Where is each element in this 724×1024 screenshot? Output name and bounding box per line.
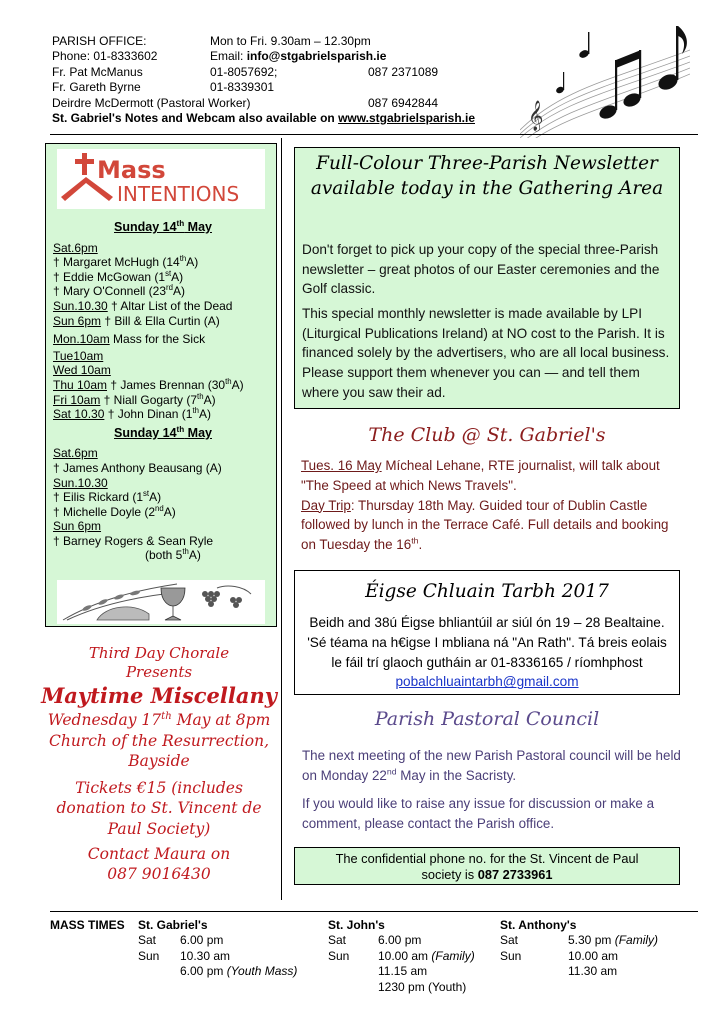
intention-line: † Barney Rogers & Sean Ryle [53,533,214,548]
pastoral-council-title: Parish Pastoral Council [374,708,600,730]
intention-line: Mon.10am Mass for the Sick [53,332,206,347]
eigse-body: Beidh and 38ú Éigse bhliantúil ar siúl ón 19 – 28 Bealtaine. 'Sé téama na h€igse I mbliana ná "An Rath". Tá breis eolais le fáil trí glaoch gutháin ar 01-8336165 / ríomhphost pobalchluaintarbh@gmail.com [307,615,667,690]
mass-time-row: Sat 5.30 pm (Family) [500,933,659,948]
chorale-concert-notice [34,644,284,885]
intention-line: † Michelle Doyle (2ndA) [53,503,176,519]
header-row-phone [52,49,522,64]
newsletter-paragraph-2: This special monthly newsletter is made available by LPI (Liturgical Publications Ireland) at NO cost to the Parish. It is financed solely by the advertisers, who are all local business. Please support them whenever you can — and tell them where you saw their ad. [302,306,670,400]
header-divider [50,134,698,135]
logo-word-intentions: INTENTIONS [117,182,240,206]
mass-intentions-logo [57,149,265,209]
intention-line: Sun 6pm † Bill & Ella Curtin (A) [53,313,220,328]
pastoral-worker-phone: 087 6942844 [368,95,439,110]
concert-tickets: donation to St. Vincent de [56,799,262,818]
club-title: The Club @ St. Gabriel's [368,424,606,446]
mass-time-row: 11.30 am [568,964,618,979]
priest-name-pat: Fr. Pat McManus [52,64,143,79]
mass-time-row: Sat 6.00 pm [328,933,422,948]
concert-venue: Church of the Resurrection, [48,731,269,750]
bread-wine-wheat-graphic [57,580,265,624]
chorale-presents: Presents [125,663,193,681]
club-details [301,456,681,555]
parish-office-header [52,34,522,126]
concert-contact-phone: 087 9016430 [107,865,211,884]
svdp-phone-number: 087 2733961 [477,866,553,882]
church-name: St. Gabriel's [138,918,208,932]
priest-mobile-pat: 087 2371089 [368,64,439,79]
church-st-johns [328,918,475,995]
eigse-panel [294,570,680,695]
intention-line: Thu 10am † James Brennan (30thA) [53,376,244,392]
email-label: Email: [210,49,247,64]
webcam-notice [52,111,522,126]
concert-contact: Contact Maura on [87,844,231,863]
mass-time-row: Sun 10.00 am (Family) [328,948,475,963]
column-divider [281,138,282,900]
church-name: St. Anthony's [500,918,577,932]
intention-line: Sun 6pm [53,519,102,534]
intention-line: Sun.10.30 [53,475,108,490]
priest-phone-gareth: 01-8339301 [210,80,275,95]
intention-sat-label: Sat.6pm [53,240,98,255]
intention-line: † Margaret McHugh (14thA) [53,254,199,270]
concert-tickets: Tickets €15 (includes [75,778,243,797]
intention-line: † James Anthony Beausang (A) [53,460,222,475]
church-name: St. John's [328,918,385,932]
office-email-line [210,49,510,64]
header-row-fr-pat [52,65,522,80]
church-st-anthonys [500,918,658,980]
intention-line: Sat 10.30 † John Dinan (1thA) [53,406,211,422]
eigse-email-link[interactable]: pobalchluaintarbh@gmail.com [395,674,579,690]
mass-time-row: Sun 10.30 am [138,948,231,963]
intention-line: Fri 10am † Niall Gogarty (7thA) [53,391,216,407]
concert-venue-area: Bayside [128,752,190,771]
svdp-phone-text: The confidential phone no. for the St. Vincent de Paul society is 087 2733961 [335,851,639,882]
music-notes-graphic [520,20,690,138]
mass-times-label: MASS TIMES [50,918,125,932]
newsletter-title: Full-Colour Three-Parish Newsletter available today in the Gathering Area [310,153,664,199]
intention-line: † Mary O'Connell (23rdA) [53,283,185,299]
club-day-trip: Day Trip: Thursday 18th May. Guided tour of Dublin Castle followed by lunch in the Terrace Café. Full details and booking on Tuesday the 16th. [301,497,669,553]
pastoral-council-contact: If you would like to raise any issue for discussion or make a comment, please contact the Parish office. [302,796,655,831]
sunday-heading-2: Sunday 14th May [114,424,212,440]
intention-line: Wed 10am [53,363,111,378]
mass-time-row: 11.15 am [378,964,428,979]
eigse-title: Éigse Chluain Tarbh 2017 [365,581,609,602]
intentions-week-list [53,220,273,563]
svdp-phone-panel [294,847,680,885]
intention-line: Sun.10.30 † Altar List of the Dead [53,298,233,313]
priest-name-gareth: Fr. Gareth Byrne [52,80,141,95]
concert-date: Wednesday 17th May at 8pm [47,710,271,729]
intention-line: (both 5thA) [145,547,201,563]
footer-divider [50,911,698,912]
intention-line: † Eilis Rickard (1stA) [53,489,162,505]
office-hours: Mon to Fri. 9.30am – 12.30pm [210,34,371,48]
mass-intentions-panel [45,143,277,627]
church-st-gabriels [138,918,297,980]
webcam-notice-text: St. Gabriel's Notes and Webcam also available on [52,111,339,126]
pastoral-council-meeting: The next meeting of the new Parish Pastoral council will be held on Monday 22nd May in the Sacristy. [302,748,681,783]
header-row-fr-gareth [52,80,522,95]
mass-time-row: Sun 10.00 am [500,948,619,963]
intention-line: Tue10am [53,348,104,363]
intention-line: Sat.6pm [53,446,98,461]
logo-word-mass: Mass [97,156,166,184]
sunday-heading-1: Sunday 14th May [114,218,212,234]
club-talk: Tues. 16 May Mícheal Lehane, RTE journalist, will talk about "The Speed at which News Travels". [301,458,660,493]
svg-text:𝄞: 𝄞 [528,101,544,131]
concert-title: Maytime Miscellany [41,683,277,708]
office-phone: Phone: 01-8333602 [52,49,158,64]
header-row-deirdre [52,96,522,111]
header-row-office [52,34,522,49]
mass-time-row: 6.00 pm (Youth Mass) [180,964,298,979]
chorale-name: Third Day Chorale [88,644,230,662]
intention-line: † Eddie McGowan (1stA) [53,268,184,284]
pastoral-worker-name: Deirdre McDermott (Pastoral Worker) [52,95,251,110]
newsletter-panel [294,147,680,409]
newsletter-paragraph-1: Don't forget to pick up your copy of the special three-Parish newsletter – great photos of our Easter ceremonies and the Golf classic. [302,242,660,297]
priest-phone-pat: 01-8057692; [210,64,278,79]
office-label: PARISH OFFICE: [52,34,147,48]
mass-time-row: 1230 pm (Youth) [378,979,467,994]
parish-website-link[interactable]: www.stgabrielsparish.ie [338,111,475,126]
office-email[interactable]: info@stgabrielsparish.ie [246,49,387,64]
mass-time-row: Sat 6.00 pm [138,933,224,948]
concert-tickets: Paul Society) [107,819,211,838]
